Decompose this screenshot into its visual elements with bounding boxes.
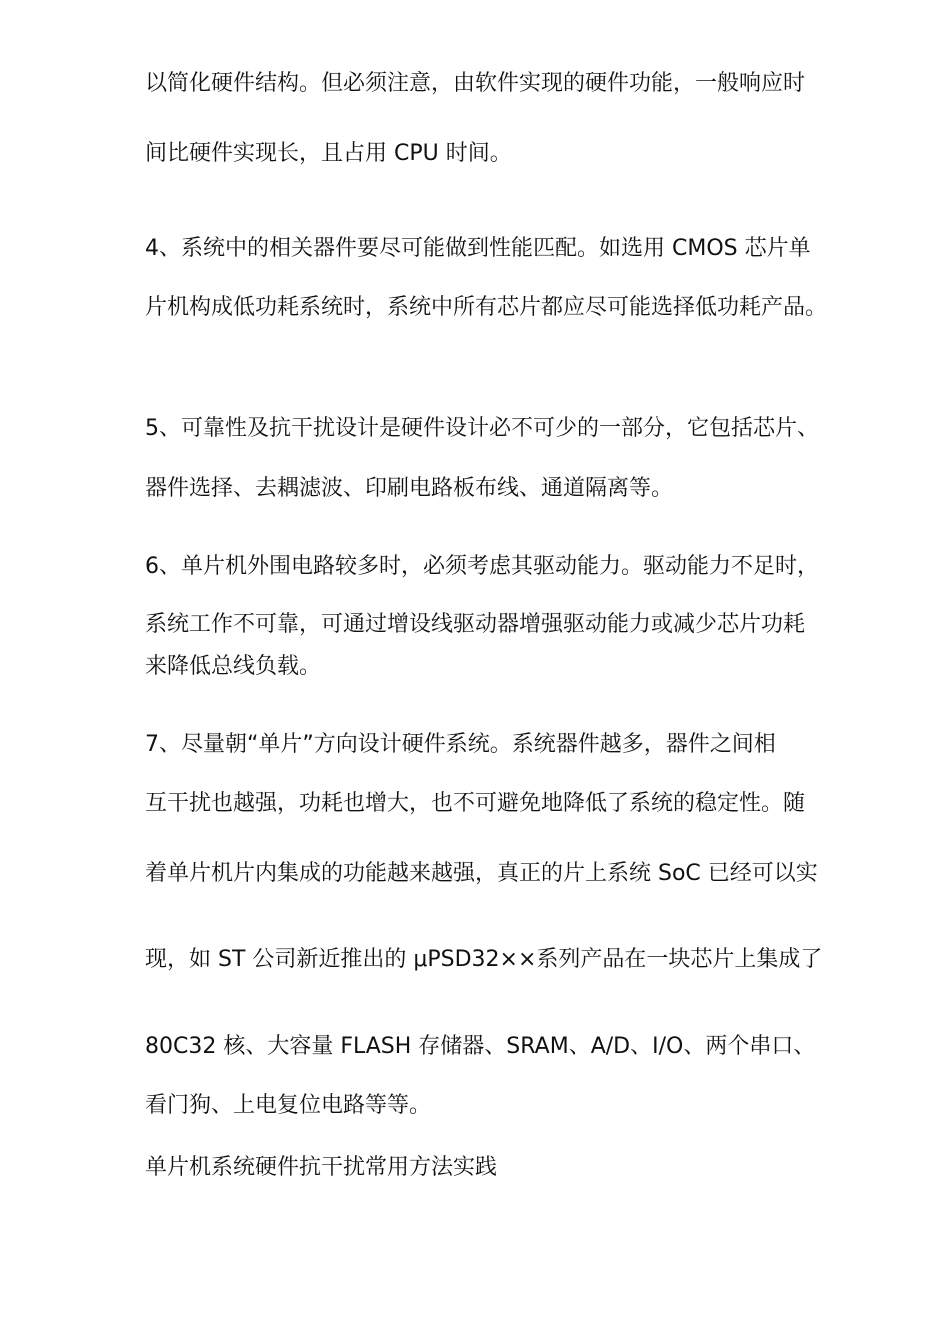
- text-line: 系统工作不可靠，可通过增设线驱动器增强驱动能力或减少芯片功耗: [145, 612, 806, 637]
- text-line: 来降低总线负载。: [145, 654, 322, 679]
- text-line: 6、单片机外围电路较多时，必须考虑其驱动能力。驱动能力不足时，: [145, 554, 819, 579]
- text-line: 现，如 ST 公司新近推出的 μPSD32××系列产品在一块芯片上集成了: [145, 947, 823, 972]
- text-line: 互干扰也越强，功耗也增大，也不可避免地降低了系统的稳定性。随: [145, 791, 806, 816]
- text-line: 5、可靠性及抗干扰设计是硬件设计必不可少的一部分，它包括芯片、: [145, 416, 819, 441]
- text-line: 片机构成低功耗系统时，系统中所有芯片都应尽可能选择低功耗产品。: [145, 295, 828, 320]
- text-line: 间比硬件实现长，且占用 CPU 时间。: [145, 141, 512, 166]
- text-line: 4、系统中的相关器件要尽可能做到性能匹配。如选用 CMOS 芯片单: [145, 236, 811, 261]
- text-line: 7、尽量朝“单片”方向设计硬件系统。系统器件越多，器件之间相: [145, 732, 776, 757]
- section-heading: 单片机系统硬件抗干扰常用方法实践: [145, 1155, 498, 1180]
- text-line: 器件选择、去耦滤波、印刷电路板布线、通道隔离等。: [145, 476, 674, 501]
- text-line: 看门狗、上电复位电路等等。: [145, 1093, 432, 1118]
- text-line: 以简化硬件结构。但必须注意，由软件实现的硬件功能，一般响应时: [145, 71, 806, 96]
- text-line: 80C32 核、大容量 FLASH 存储器、SRAM、A/D、I/O、两个串口、: [145, 1034, 816, 1059]
- text-line: 着单片机片内集成的功能越来越强，真正的片上系统 SoC 已经可以实: [145, 861, 818, 886]
